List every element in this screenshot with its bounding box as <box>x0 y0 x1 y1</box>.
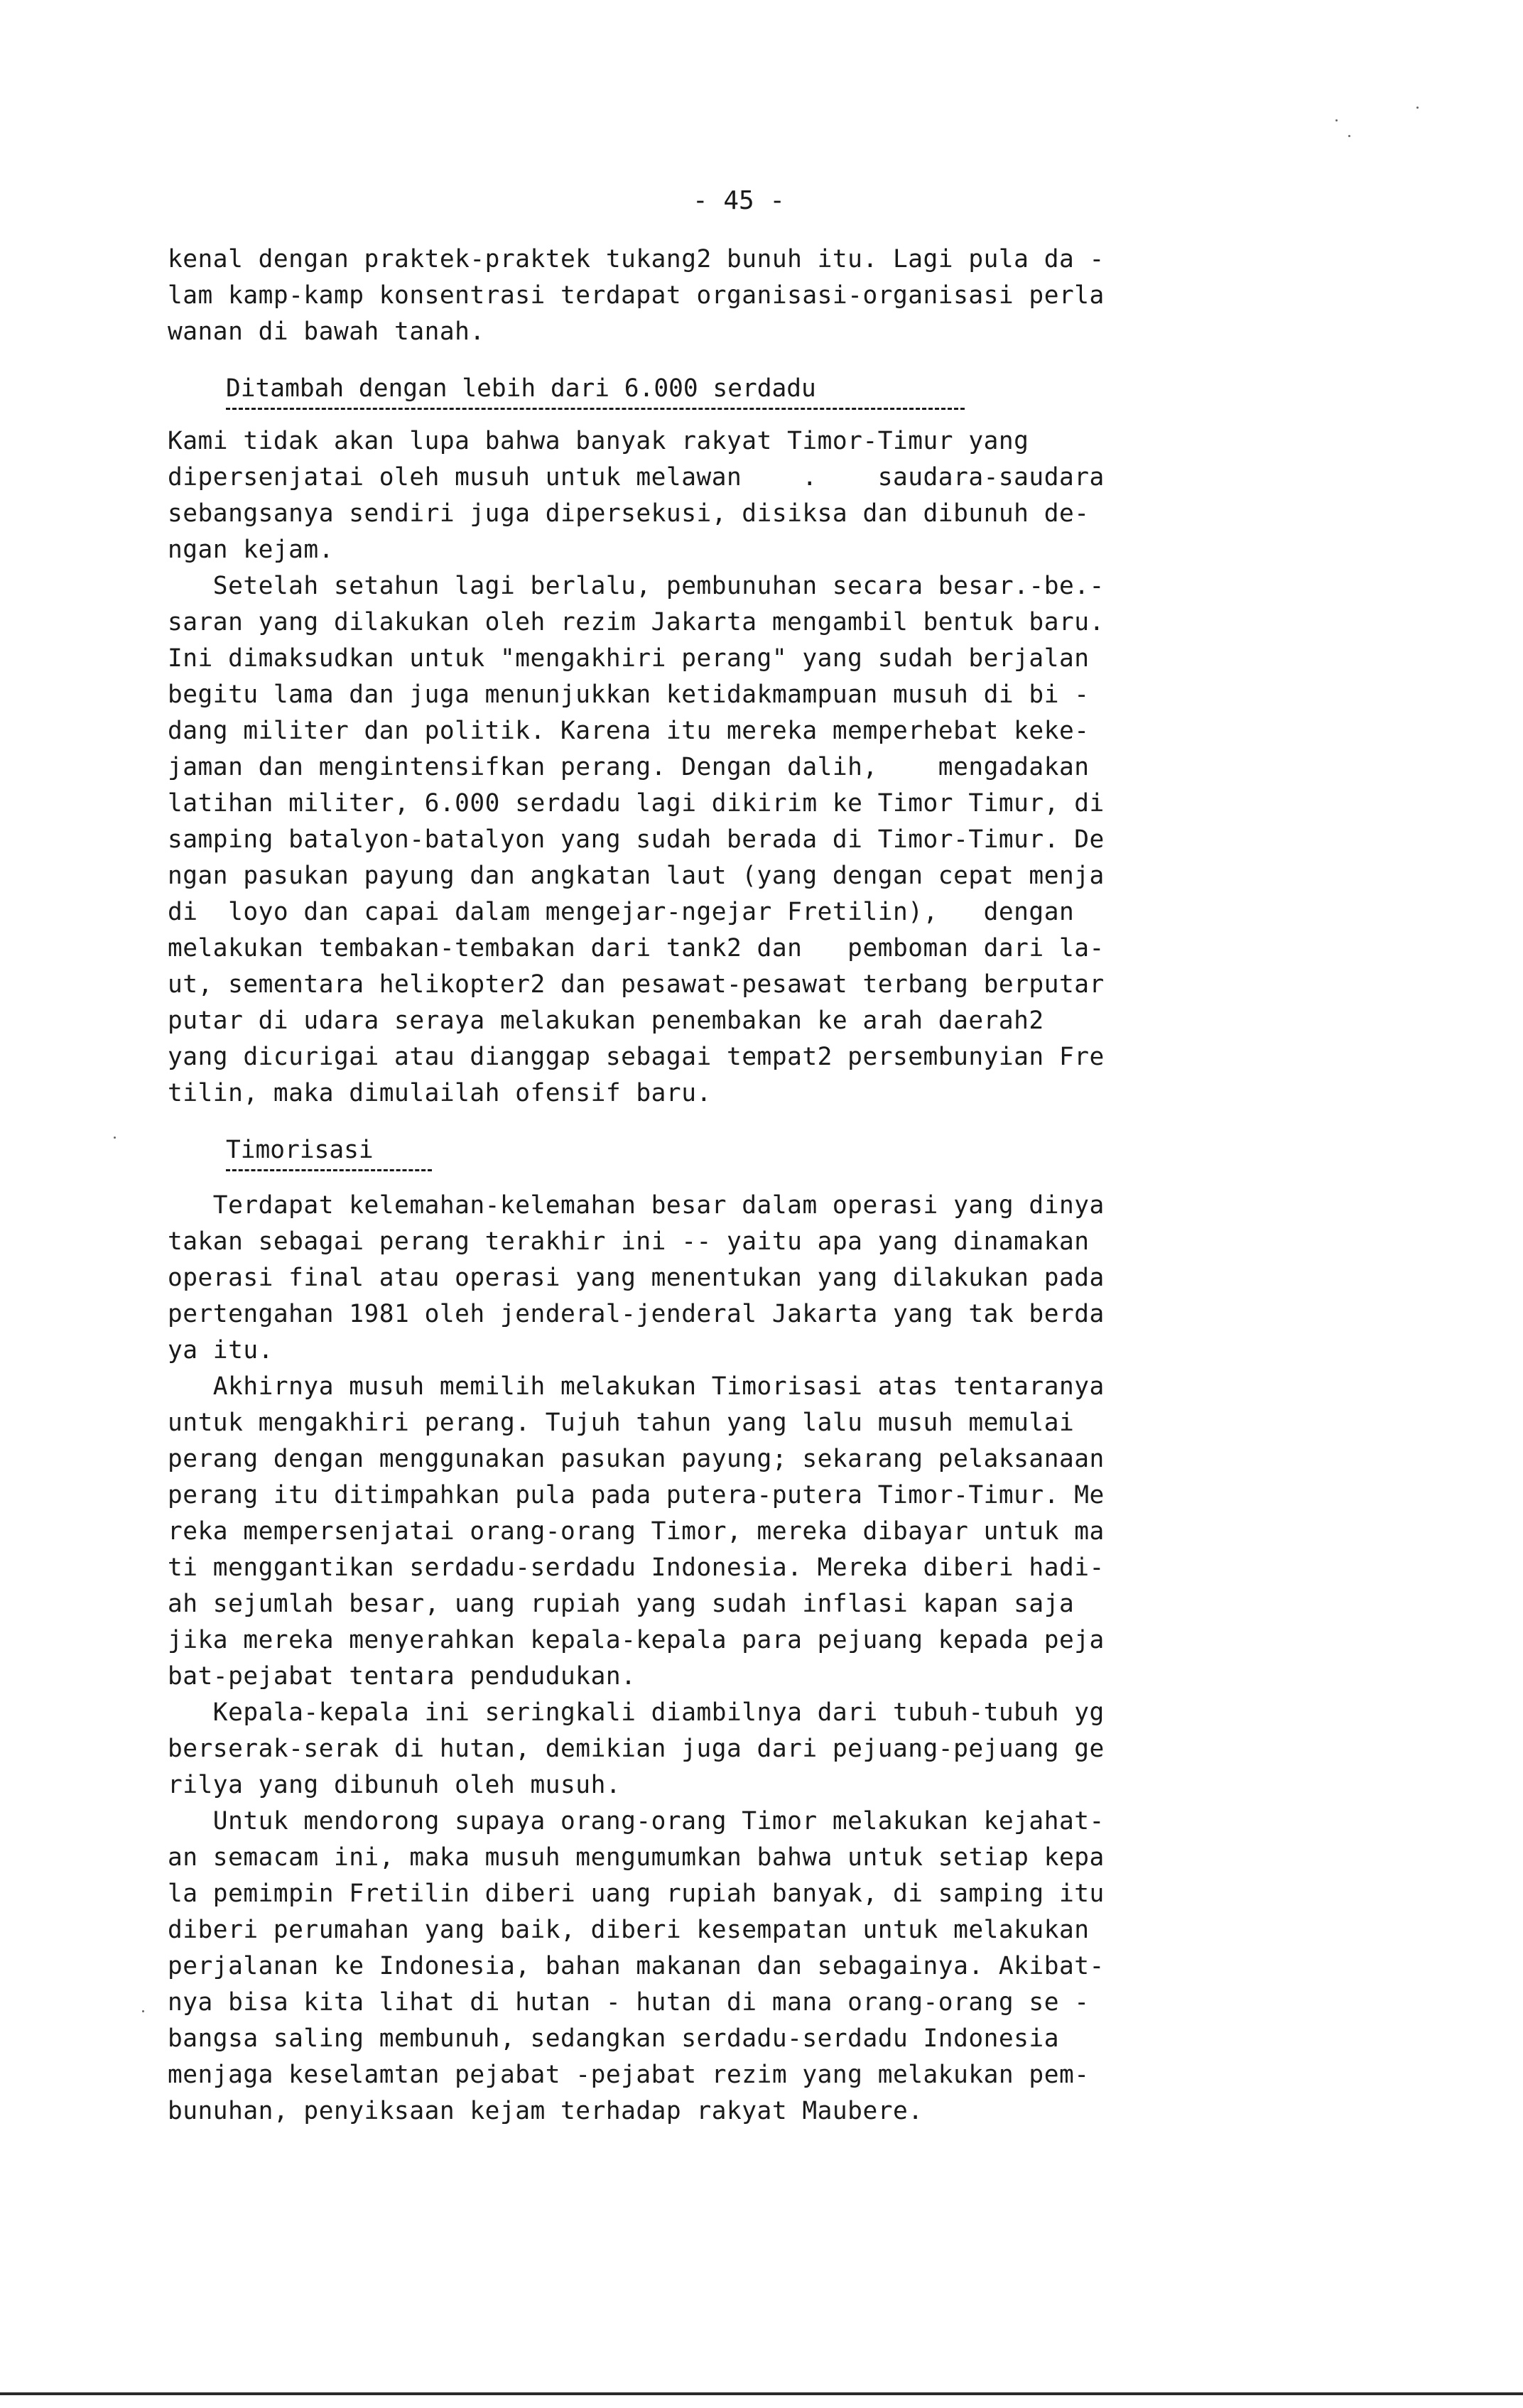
text-line: melakukan tembakan-tembakan dari tank2 dan pemboman dari la- <box>168 934 1105 962</box>
section-body-timorisasi <box>168 1188 1333 2130</box>
text-line: operasi final atau operasi yang menentukan yang dilakukan pada <box>168 1264 1105 1292</box>
text-line: ngan pasukan payung dan angkatan laut (yang dengan cepat menja <box>168 862 1105 890</box>
text-line: Ini dimaksudkan untuk "mengakhiri perang" yang sudah berjalan <box>168 644 1090 673</box>
scan-speck <box>1348 135 1350 137</box>
text-line: di loyo dan capai dalam mengejar-ngejar Fretilin), dengan <box>168 898 1075 926</box>
text-line: Setelah setahun lagi berlalu, pembunuhan secara besar.-be.- <box>168 572 1105 600</box>
text-line: jaman dan mengintensifkan perang. Dengan dalih, mengadakan <box>168 753 1090 781</box>
text-line: perjalanan ke Indonesia, bahan makanan dan sebagainya. Akibat- <box>168 1952 1105 1980</box>
text-line: ya itu. <box>168 1336 273 1365</box>
scan-bottom-edge <box>0 2392 1523 2395</box>
heading-underline <box>226 1169 432 1171</box>
scan-speck <box>1335 119 1338 121</box>
text-line: an semacam ini, maka musuh mengumumkan bahwa untuk setiap kepa <box>168 1843 1105 1872</box>
scan-speck <box>142 2010 144 2012</box>
section-body-reinforcements <box>168 423 1333 1112</box>
heading-underline <box>226 408 965 410</box>
text-line: saran yang dilakukan oleh rezim Jakarta mengambil bentuk baru. <box>168 608 1105 636</box>
text-line: nya bisa kita lihat di hutan - hutan di mana orang-orang se - <box>168 1988 1090 2017</box>
text-line: la pemimpin Fretilin diberi uang rupiah banyak, di samping itu <box>168 1880 1105 1908</box>
text-line: ngan kejam. <box>168 536 334 564</box>
text-line: latihan militer, 6.000 serdadu lagi dikirim ke Timor Timur, di <box>168 789 1105 818</box>
text-line: kenal dengan praktek-praktek tukang2 bunuh itu. Lagi pula da - <box>168 245 1105 273</box>
section-heading-reinforcements: Ditambah dengan lebih dari 6.000 serdadu <box>226 374 816 403</box>
text-line: tilin, maka dimulailah ofensif baru. <box>168 1079 712 1107</box>
text-line: bunuhan, penyiksaan kejam terhadap rakyat Maubere. <box>168 2097 923 2125</box>
scan-speck <box>114 1137 116 1139</box>
text-line: bat-pejabat tentara pendudukan. <box>168 1662 636 1691</box>
text-line: perang itu ditimpahkan pula pada putera-putera Timor-Timur. Me <box>168 1481 1105 1509</box>
text-line: pertengahan 1981 oleh jenderal-jenderal Jakarta yang tak berda <box>168 1300 1105 1328</box>
section-heading-timorisasi: Timorisasi <box>226 1136 374 1164</box>
text-line: diberi perumahan yang baik, diberi kesempatan untuk melakukan <box>168 1916 1090 1944</box>
text-line: Kami tidak akan lupa bahwa banyak rakyat Timor-Timur yang <box>168 427 1029 455</box>
text-line: yang dicurigai atau dianggap sebagai tempat2 persembunyian Fre <box>168 1043 1105 1071</box>
text-line: wanan di bawah tanah. <box>168 318 485 346</box>
text-line: putar di udara seraya melakukan penembakan ke arah daerah2 <box>168 1007 1044 1035</box>
text-line: jika mereka menyerahkan kepala-kepala para pejuang kepada peja <box>168 1626 1105 1654</box>
text-line: Terdapat kelemahan-kelemahan besar dalam operasi yang dinya <box>168 1191 1105 1220</box>
text-line: menjaga keselamtan pejabat -pejabat rezim yang melakukan pem- <box>168 2061 1090 2089</box>
text-line: dipersenjatai oleh musuh untuk melawan . saudara-saudara <box>168 463 1105 492</box>
text-line: dang militer dan politik. Karena itu mereka memperhebat keke- <box>168 717 1090 745</box>
text-line: ah sejumlah besar, uang rupiah yang sudah inflasi kapan saja <box>168 1590 1075 1618</box>
text-line: takan sebagai perang terakhir ini -- yaitu apa yang dinamakan <box>168 1227 1090 1256</box>
text-line: ti menggantikan serdadu-serdadu Indonesia. Mereka diberi hadi- <box>168 1553 1105 1582</box>
text-line: ut, sementara helikopter2 dan pesawat-pesawat terbang berputar <box>168 970 1105 999</box>
text-line: samping batalyon-batalyon yang sudah berada di Timor-Timur. De <box>168 825 1105 854</box>
text-line: Untuk mendorong supaya orang-orang Timor melakukan kejahat- <box>168 1807 1105 1835</box>
text-line: Akhirnya musuh memilih melakukan Timorisasi atas tentaranya <box>168 1372 1105 1401</box>
text-line: begitu lama dan juga menunjukkan ketidakmampuan musuh di bi - <box>168 680 1090 709</box>
text-line: perang dengan menggunakan pasukan payung; sekarang pelaksanaan <box>168 1445 1105 1473</box>
intro-paragraph <box>168 242 1333 350</box>
text-line: reka mempersenjatai orang-orang Timor, mereka dibayar untuk ma <box>168 1517 1105 1546</box>
text-line: lam kamp-kamp konsentrasi terdapat organisasi-organisasi perla <box>168 281 1105 310</box>
page-number: - 45 - <box>692 186 786 215</box>
text-line: sebangsanya sendiri juga dipersekusi, disiksa dan dibunuh de- <box>168 499 1090 528</box>
scan-speck <box>1416 107 1419 109</box>
text-line: berserak-serak di hutan, demikian juga dari pejuang-pejuang ge <box>168 1735 1105 1763</box>
text-line: bangsa saling membunuh, sedangkan serdadu-serdadu Indonesia <box>168 2024 1059 2053</box>
text-line: untuk mengakhiri perang. Tujuh tahun yang lalu musuh memulai <box>168 1409 1075 1437</box>
text-line: rilya yang dibunuh oleh musuh. <box>168 1771 622 1799</box>
text-line: Kepala-kepala ini seringkali diambilnya dari tubuh-tubuh yg <box>168 1698 1105 1727</box>
